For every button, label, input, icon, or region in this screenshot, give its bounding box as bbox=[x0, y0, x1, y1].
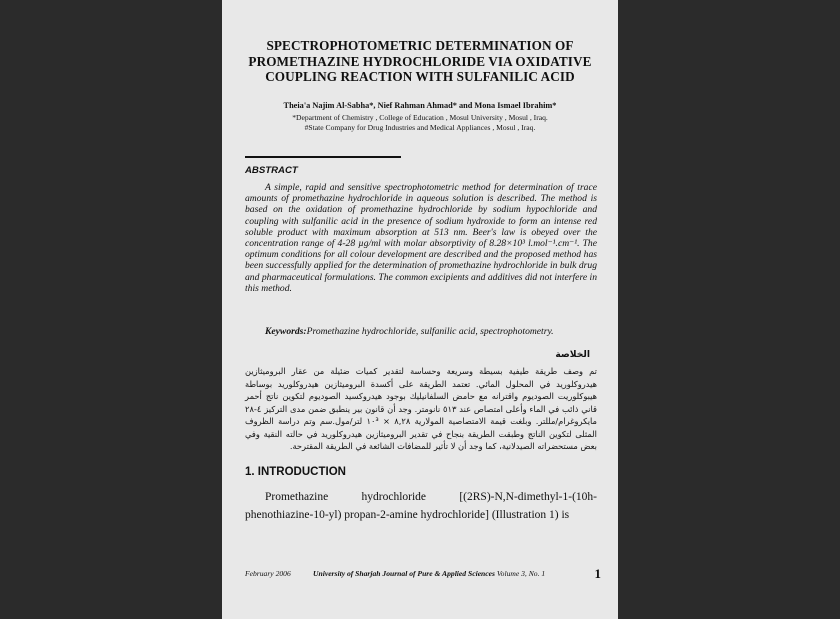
abstract-rule bbox=[245, 156, 401, 158]
title-line: PROMETHAZINE HYDROCHLORIDE VIA OXIDATIVE bbox=[248, 53, 592, 69]
footer-journal-name: University of Sharjah Journal of Pure & Applied Sciences bbox=[313, 569, 495, 578]
footer-date: February 2006 bbox=[245, 569, 291, 578]
page-number: 1 bbox=[594, 566, 601, 581]
title-line: SPECTROPHOTOMETRIC DETERMINATION OF bbox=[266, 38, 574, 53]
abstract-heading: ABSTRACT bbox=[245, 165, 298, 176]
keywords-label: Keywords: bbox=[265, 326, 307, 337]
author-list: Theia'a Najim Al-Sabha*, Nief Rahman Ahmad* and Mona Ismael Ibrahim* bbox=[283, 101, 557, 110]
paper-page bbox=[222, 0, 618, 619]
affiliation: #State Company for Drug Industries and Medical Appliances , Mosul , Iraq. bbox=[304, 123, 536, 132]
section-heading: 1. INTRODUCTION bbox=[245, 466, 346, 478]
abstract-text: A simple, rapid and sensitive spectrophotometric method for determination of trace amounts of promethazine hydrochloride in aqueous solution is described. The method is based on the oxidation of promethazine hydrochloride by sodium hypochloride and coupling with sulfanilic acid in the presence of sodium hydroxide to form an intense red soluble product with maximum absorption at 513 nm. Beer's law is obeyed over the concentration range of 4-28 µg/ml with molar absorptivity of 8.28×10³ l.mol⁻¹.cm⁻¹. The optimum conditions for all colour development are described and the proposed method has been successfully applied for the determination of promethazine hydrochloride in bulk drug and pharmaceutical formulations. The common excipients and additives did not interfere in this method. bbox=[245, 182, 597, 294]
intro-paragraph: Promethazine hydrochloride [(2RS)-N,N-dimethyl-1-(10h-phenothiazine-10-yl) propan-2-amine hydrochloride] (Illustration 1) is bbox=[245, 491, 597, 521]
arabic-abstract-text: تم وصف طريقة طيفية بسيطة وسريعة وحساسة لتقدير كميات ضئيلة من عقار البروميثازين هيدروكلوريد في المحلول المائي. تعتمد الطريقة على أكسدة البروميثازين هيدروكلوريد بوساطة هيبوكلوريت الصوديوم واقترانه مع حامض السلفانيليك بوجود هيدروكسيد الصوديوم لتكوين ناتج أحمر قاني ذائب في الماء وأعلى امتصاص عند ٥١٣ نانومتر. وجد أن قانون بير ينطبق ضمن مدى التركيز ٤-٢٨ مايكروغرام/مللتر. وبلغت قيمة الامتصاصية المولارية ٨,٢٨ × ١٠³ لتر/مول.سم وتم دراسة الظروف المثلى لتكوين الناتج وطبقت الطريقة بنجاح في تقدير البروميثازين هيدروكلوريد في حالته النقية وفي بعض مستحضراته الصيدلانية، كما وجد أن لا تأثير للمضافات الشائعة في الطريقة المقترحة. bbox=[245, 366, 597, 451]
footer-journal bbox=[313, 569, 545, 578]
footer-journal-volume: Volume 3, No. 1 bbox=[494, 569, 546, 578]
arabic-abstract-heading: الخلاصة bbox=[555, 349, 590, 360]
keywords-text: Promethazine hydrochloride, sulfanilic acid, spectrophotometry. bbox=[306, 326, 554, 337]
affiliation: *Department of Chemistry , College of Education , Mosul University , Mosul , Iraq. bbox=[292, 113, 548, 122]
paper-title bbox=[240, 38, 600, 85]
keywords bbox=[265, 326, 605, 337]
title-line: COUPLING REACTION WITH SULFANILIC ACID bbox=[265, 69, 575, 84]
